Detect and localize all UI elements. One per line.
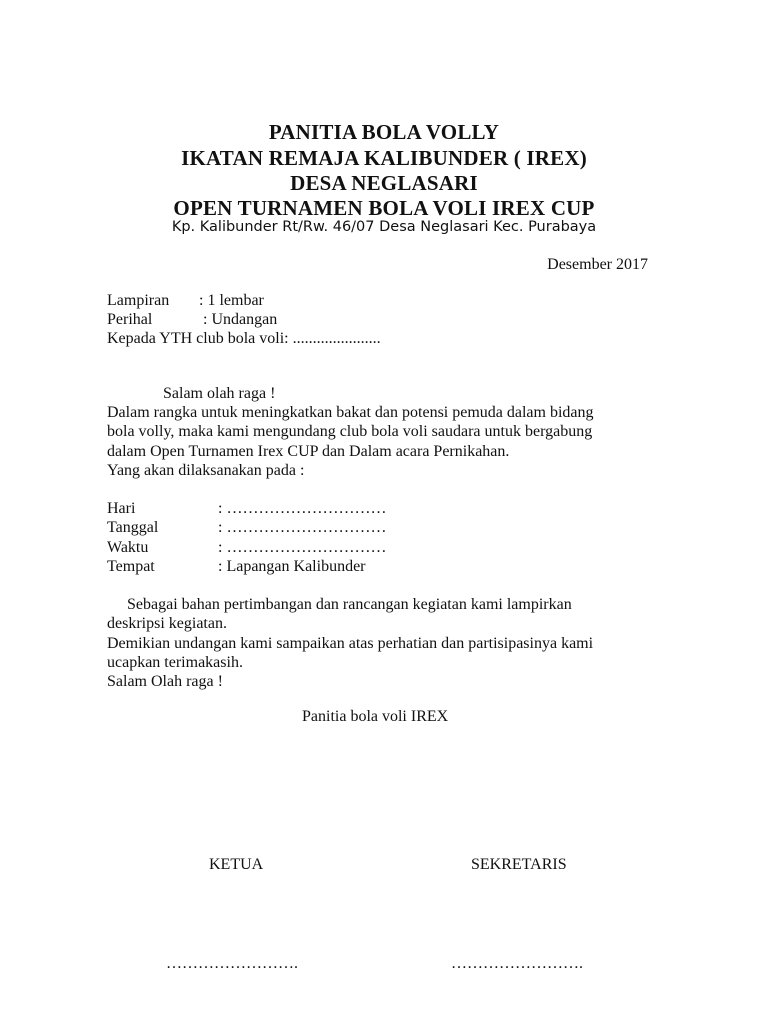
perihal-value: : Undangan — [203, 311, 278, 328]
paragraph-line: bola volly, maka kami mengundang club bola voli saudara untuk bergabung — [107, 423, 593, 441]
closing-line: Salam Olah raga ! — [107, 673, 223, 691]
sekretaris-title: SEKRETARIS — [471, 856, 567, 873]
lampiran-label: Lampiran — [107, 292, 170, 309]
schedule-label-hari: Hari — [107, 500, 136, 517]
schedule-value-waktu: : ………………………… — [218, 539, 387, 556]
schedule-label-tanggal: Tanggal — [107, 519, 159, 536]
closing-paragraph — [107, 595, 667, 691]
paragraph-line: Dalam rangka untuk meningkatkan bakat dan potensi pemuda dalam bidang — [107, 404, 594, 421]
schedule-label-tempat: Tempat — [107, 558, 155, 575]
header-event: OPEN TURNAMEN BOLA VOLI IREX CUP — [173, 196, 595, 220]
perihal-label: Perihal — [107, 311, 153, 328]
closing-line: Demikian undangan kami sampaikan atas perhatian dan partisipasinya kami — [107, 634, 594, 652]
header-organization: IKATAN REMAJA KALIBUNDER ( IREX) — [181, 146, 587, 170]
closing-line: Sebagai bahan pertimbangan dan rancangan kegiatan kami lampirkan — [127, 596, 572, 613]
header-committee: PANITIA BOLA VOLLY — [268, 120, 500, 144]
schedule-value-hari: : ………………………… — [218, 500, 387, 517]
header-village: DESA NEGLASARI — [290, 171, 478, 195]
greeting: Salam olah raga ! — [163, 385, 276, 402]
invitation-paragraph — [107, 403, 667, 480]
recipient-line: Kepada YTH club bola voli: ...................... — [107, 330, 381, 347]
schedule-value-tempat: : Lapangan Kalibunder — [218, 558, 366, 575]
ketua-signature-line: ……………………. — [166, 955, 298, 972]
lampiran-value: : 1 lembar — [199, 292, 264, 309]
schedule-value-tanggal: : ………………………… — [218, 519, 387, 536]
sekretaris-signature-line: ……………………. — [451, 955, 583, 972]
closing-line: ucapkan terimakasih. — [107, 653, 243, 671]
committee-name: Panitia bola voli IREX — [302, 708, 449, 725]
paragraph-line: Yang akan dilaksanakan pada : — [107, 461, 305, 479]
closing-line: deskripsi kegiatan. — [107, 615, 227, 633]
paragraph-line: dalam Open Turnamen Irex CUP dan Dalam acara Pernikahan. — [107, 442, 510, 460]
ketua-title: KETUA — [209, 856, 264, 873]
header-address: Kp. Kalibunder Rt/Rw. 46/07 Desa Neglasari Kec. Purabaya — [171, 219, 597, 235]
schedule-label-waktu: Waktu — [107, 539, 149, 556]
letter-date: Desember 2017 — [547, 256, 648, 273]
